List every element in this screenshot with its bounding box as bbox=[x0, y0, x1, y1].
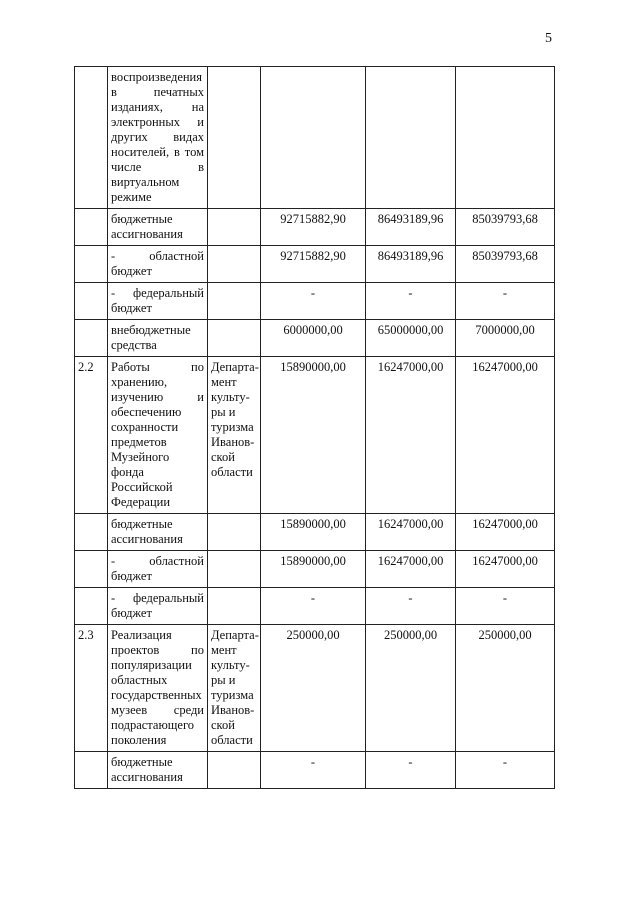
row-number: 2.3 bbox=[75, 625, 108, 752]
row-executor bbox=[208, 514, 261, 551]
row-value-2: 16247000,00 bbox=[366, 357, 456, 514]
row-executor: Департа-мент культу-ры и туризма Иванов-ской области bbox=[208, 625, 261, 752]
table-row bbox=[75, 752, 555, 789]
row-description: - областной бюджет bbox=[108, 551, 208, 588]
row-executor bbox=[208, 246, 261, 283]
row-number bbox=[75, 246, 108, 283]
row-number bbox=[75, 283, 108, 320]
row-value-2: - bbox=[366, 588, 456, 625]
row-value-2 bbox=[366, 67, 456, 209]
row-value-2: 65000000,00 bbox=[366, 320, 456, 357]
row-description: - федеральный бюджет bbox=[108, 588, 208, 625]
table-row bbox=[75, 209, 555, 246]
row-description: - федеральный бюджет bbox=[108, 283, 208, 320]
row-executor bbox=[208, 283, 261, 320]
table-row bbox=[75, 320, 555, 357]
row-value-3: 85039793,68 bbox=[456, 209, 555, 246]
row-description: Работы по хранению, изучению и обеспечению сохранности предметов Музейного фонда Российской Федерации bbox=[108, 357, 208, 514]
row-value-1: 15890000,00 bbox=[261, 551, 366, 588]
row-value-3: - bbox=[456, 283, 555, 320]
budget-table bbox=[74, 66, 555, 789]
row-value-1: - bbox=[261, 588, 366, 625]
row-executor bbox=[208, 209, 261, 246]
row-description: бюджетные ассигнования bbox=[108, 209, 208, 246]
row-executor bbox=[208, 320, 261, 357]
row-executor bbox=[208, 752, 261, 789]
row-description: Реализация проектов по популяризации областных государственных музеев среди подрастающего поколения bbox=[108, 625, 208, 752]
table-row bbox=[75, 283, 555, 320]
row-value-1: - bbox=[261, 752, 366, 789]
row-description: воспроизведения в печатных изданиях, на электронных и других видах носителей, в том числе в виртуальном режиме bbox=[108, 67, 208, 209]
row-value-1: 92715882,90 bbox=[261, 246, 366, 283]
row-executor bbox=[208, 67, 261, 209]
row-value-2: 16247000,00 bbox=[366, 514, 456, 551]
row-number bbox=[75, 551, 108, 588]
table-row bbox=[75, 625, 555, 752]
row-value-1: 15890000,00 bbox=[261, 514, 366, 551]
row-value-1: - bbox=[261, 283, 366, 320]
row-value-3: 250000,00 bbox=[456, 625, 555, 752]
row-value-3: 85039793,68 bbox=[456, 246, 555, 283]
row-number: 2.2 bbox=[75, 357, 108, 514]
row-value-1 bbox=[261, 67, 366, 209]
row-description: бюджетные ассигнования bbox=[108, 752, 208, 789]
row-value-1: 250000,00 bbox=[261, 625, 366, 752]
table-row bbox=[75, 551, 555, 588]
row-number bbox=[75, 752, 108, 789]
row-description: - областной бюджет bbox=[108, 246, 208, 283]
table-row bbox=[75, 588, 555, 625]
row-value-3: - bbox=[456, 588, 555, 625]
row-value-3: 16247000,00 bbox=[456, 357, 555, 514]
row-number bbox=[75, 67, 108, 209]
row-number bbox=[75, 209, 108, 246]
row-value-3: 16247000,00 bbox=[456, 551, 555, 588]
row-value-1: 15890000,00 bbox=[261, 357, 366, 514]
row-executor bbox=[208, 551, 261, 588]
row-executor: Департа-мент культу-ры и туризма Иванов-ской области bbox=[208, 357, 261, 514]
row-value-1: 6000000,00 bbox=[261, 320, 366, 357]
table-row bbox=[75, 357, 555, 514]
row-value-2: 86493189,96 bbox=[366, 209, 456, 246]
row-number bbox=[75, 588, 108, 625]
row-number bbox=[75, 514, 108, 551]
row-value-3: 7000000,00 bbox=[456, 320, 555, 357]
row-value-3 bbox=[456, 67, 555, 209]
table-row bbox=[75, 67, 555, 209]
row-value-2: - bbox=[366, 283, 456, 320]
row-value-2: - bbox=[366, 752, 456, 789]
page-number: 5 bbox=[545, 31, 552, 46]
row-value-2: 16247000,00 bbox=[366, 551, 456, 588]
row-executor bbox=[208, 588, 261, 625]
row-value-2: 86493189,96 bbox=[366, 246, 456, 283]
row-value-3: - bbox=[456, 752, 555, 789]
table-row bbox=[75, 246, 555, 283]
row-description: внебюджетные средства bbox=[108, 320, 208, 357]
row-value-1: 92715882,90 bbox=[261, 209, 366, 246]
row-description: бюджетные ассигнования bbox=[108, 514, 208, 551]
row-number bbox=[75, 320, 108, 357]
table-row bbox=[75, 514, 555, 551]
row-value-2: 250000,00 bbox=[366, 625, 456, 752]
row-value-3: 16247000,00 bbox=[456, 514, 555, 551]
